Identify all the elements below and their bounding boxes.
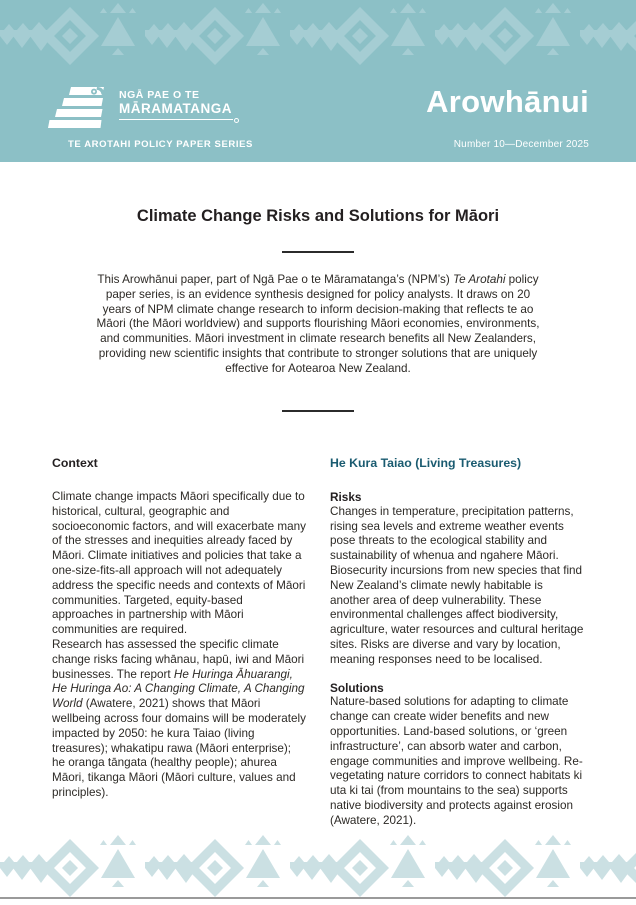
org-logo-block: [48, 86, 233, 130]
org-name: [119, 89, 233, 120]
series-label: TE AROTAHI POLICY PAPER SERIES: [68, 139, 253, 150]
intro-paragraph: [93, 273, 543, 377]
context-paragraph-2: [52, 638, 307, 801]
intro-text-italic: Te Arotahi: [453, 273, 506, 286]
publication-brand: Arowhānui: [426, 84, 589, 119]
page-title: Climate Change Risks and Solutions for Māori: [136, 207, 500, 226]
context-paragraph-2-post: (Awatere, 2021) shows that Māori wellbeing across four domains will be moderately impacted by 2050: he kura Taiao (living treasures); whakatipu rawa (Māori enterprise); he oranga tāngata (healthy people); ahurea Māori, tikanga Māori (Māori culture, values and principles).: [52, 697, 306, 799]
context-paragraph-2-pre: Research has assessed the specific climate change risks facing whānau, hapū, iwi and Māori businesses. The report: [52, 637, 305, 681]
divider-rule-top: [282, 251, 354, 253]
report-title-italic: He Huringa Āhuarangi, He Huringa Ao: A Changing Climate, A Changing World: [52, 667, 305, 711]
masthead: [0, 0, 636, 162]
logo-underline-dot: [234, 118, 240, 124]
taniko-pattern-bottom: [0, 832, 636, 898]
living-treasures-column: [330, 456, 585, 829]
risks-paragraph: Changes in temperature, precipitation patterns, rising sea levels and extreme weather events pose threats to the ecological stability and sustainability of whenua and ngahere Māori. Biosecurity incursions from new species that find New Zealand’s climate newly habitable is another area of deep vulnerability. These environmental challenges affect biodiversity, agriculture, water resources and cultural heritage sites. Risks are diverse and vary by location, meaning responses need to be localised.: [330, 504, 584, 666]
two-column-body: [52, 456, 585, 829]
risks-subheading: Risks: [330, 490, 362, 504]
divider-rule-bottom: [282, 410, 354, 412]
solutions-paragraph: Nature-based solutions for adapting to climate change can create wider benefits and new opportunities. Land-based solutions, or ‘green infrastructure’, can absorb water and carbon, engage communities and improve wellbeing. Re-vegetating nature corridors to connect habitats ki uta ki tai (from mountains to the sea) supports native biodiversity and protects against erosion (Awatere, 2021).: [330, 695, 583, 827]
context-heading: Context: [52, 456, 98, 470]
npm-logo-icon: [48, 86, 110, 130]
context-column: [52, 456, 307, 829]
org-name-line2: MĀRAMATANGA: [119, 101, 232, 116]
logo-underline: [119, 119, 233, 120]
org-name-line1: NGĀ PAE O TE: [119, 89, 200, 101]
taniko-pattern-top: [0, 0, 636, 72]
intro-text-post: policy paper series, is an evidence synthesis designed for policy analysts. It draws on 20 years of NPM climate change research to inform decision-making that reflects te ao Māori (the Māori worldview) and supports flourishing Māori economies, environments, and communities. Māori investment in climate research benefits all New Zealanders, providing new scientific insights that contribute to stronger solutions that are uniquely effective for Aotearoa New Zealand.: [96, 273, 540, 375]
issue-number-date: Number 10—December 2025: [453, 138, 589, 150]
footer-rule: [0, 897, 636, 899]
living-treasures-heading: He Kura Taiao (Living Treasures): [330, 456, 522, 470]
context-paragraph-1: Climate change impacts Māori specifically due to historical, cultural, geographic and socioeconomic factors, and will exacerbate many of the stresses and inequities already faced by Māori. Climate initiatives and policies that take a one-size-fits-all approach will not adequately address the specific needs and contexts of Māori communities. Targeted, equity-based approaches in partnership with Māori communities are required.: [52, 490, 306, 637]
solutions-subheading: Solutions: [330, 680, 384, 695]
intro-text-pre: This Arowhānui paper, part of Ngā Pae o te Māramatanga’s (NPM’s): [97, 273, 453, 286]
